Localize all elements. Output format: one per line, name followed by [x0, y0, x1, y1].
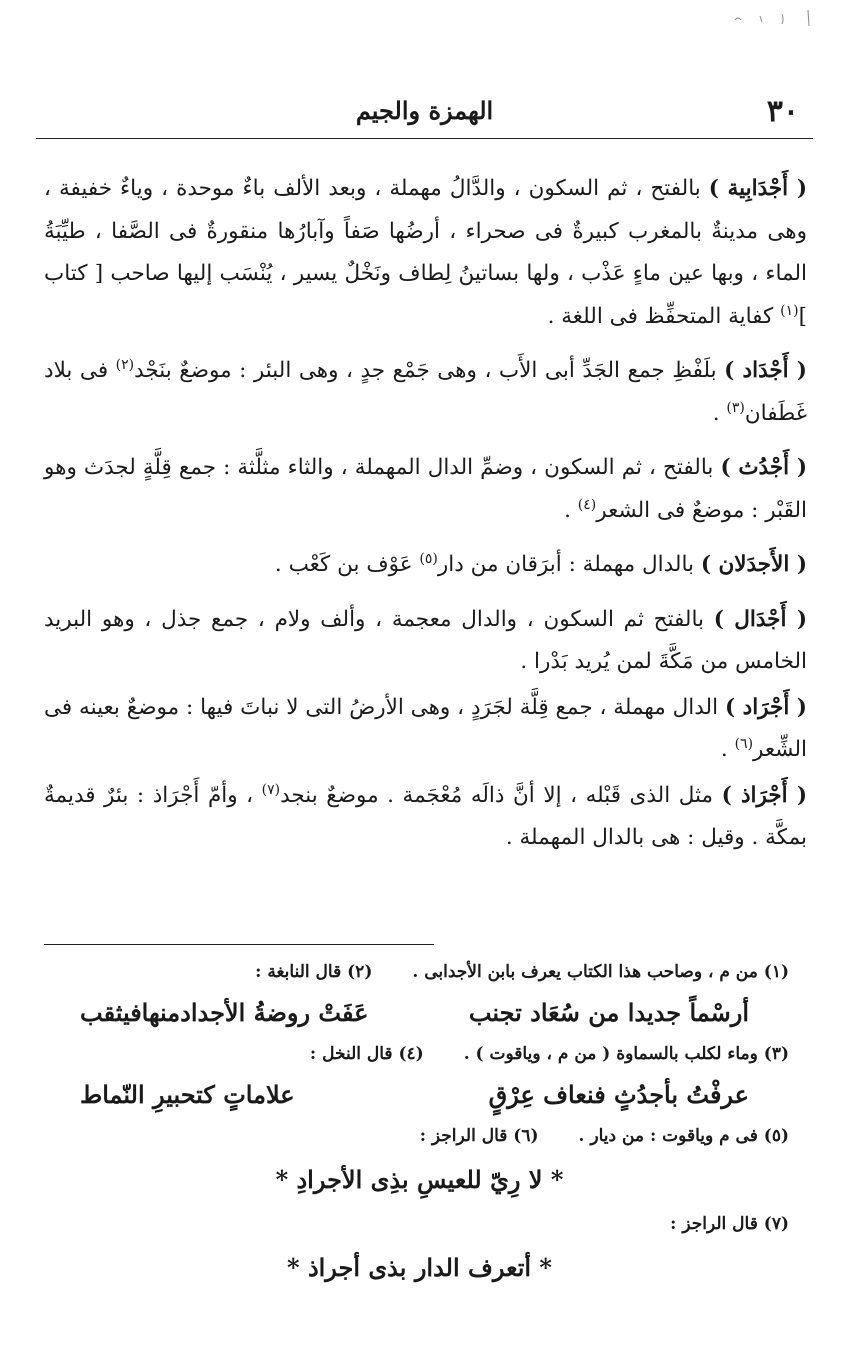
entry-ajduth	[44, 447, 807, 532]
entry-text-tail: فى بلاد غَطَفان	[44, 358, 807, 426]
entry-headword: ( أَجْرَاذ )	[721, 782, 807, 808]
footnote-ref: (٤)	[577, 496, 597, 513]
footnote-ref: (٣)	[726, 399, 745, 416]
footnotes	[50, 956, 789, 1296]
footnote-ref: (١)	[780, 302, 799, 319]
footnote-5: (٥) فى م وياقوت : من ديار .	[578, 1126, 789, 1146]
entry-text: بالفتح ثم السكون ، والدال معجمة ، وألف ولام ، جمع جذل ، وهو البريد الخامس من مَكَّةَ لمن يُريد بَدْرا .	[44, 606, 807, 674]
page-number: ٣٠	[766, 94, 799, 129]
entry-ajdhal	[44, 599, 807, 684]
footnote-2: (٢) قال النابغة :	[255, 962, 373, 982]
entry-text-tail: ، وأمّ أَجْرَاذ : بئرٌ قديمةٌ بمكَّة . وقيل : هى بالدال المهملة .	[44, 782, 807, 850]
entry-headword: ( الأَجدَلان )	[700, 552, 807, 577]
verse-hemistich-1: عرفْتُ بأجدُثٍ فنعاف عِرْقٍ	[488, 1080, 749, 1109]
verse-nabigha	[50, 988, 789, 1038]
entry-ajdad	[44, 350, 807, 435]
entry-headword: ( أَجْدُث )	[720, 455, 807, 480]
entry-ajradh	[44, 775, 807, 860]
entry-headword: ( أَجْدَاد )	[724, 358, 807, 383]
footnote-6: (٦) قال الراجز :	[419, 1126, 539, 1146]
verse-hemistich-2: عَفَتْ روضةُ الأجدادمنهافيثقب	[80, 998, 369, 1027]
entry-text: بالدال مهملة : أبرَقان من دار	[437, 552, 701, 577]
entry-text: بالفتح ، ثم السكون ، والدَّالُ مهملة ، وبعد الألف باءٌ موحدة ، وياءٌ خفيفة ، وهى مدينةٌ بالمغرب كبيرةٌ فى صحراء ، أرضُها صَفاً وآبارُها منقورةٌ فى الصَّفا ، طيِّبَةُ الماء ، وبها عين ماءٍ عَذْب ، ولها بساتينُ لِطاف ونَخْلٌ يسير ، يُنْسَب إليها صاحب [ كتاب ]	[44, 176, 807, 329]
entry-al-ajdalan	[44, 544, 807, 587]
footnote-line-3-4	[50, 1038, 789, 1070]
entry-text: بالفتح ، ثم السكون ، وضمِّ الدال المهملة ، والثاء مثلَّثة : جمع قِلَّةٍ لجدَث وهو القَبْر : موضعٌ فى الشعر	[44, 455, 807, 523]
footnote-ref: (٥)	[419, 550, 438, 567]
page-header	[36, 88, 813, 139]
verse-hemistich-2: علاماتٍ كتحبيرِ النّماط	[80, 1080, 295, 1109]
running-title: الهمزة والجيم	[355, 96, 494, 125]
entry-text-tail: .	[712, 400, 727, 426]
footnote-separator	[44, 944, 434, 945]
footnote-1: (١) من م ، وصاحب هذا الكتاب يعرف بابن الأجدابى .	[412, 962, 789, 982]
entry-text-tail: .	[720, 737, 735, 762]
footnote-7: (٧) قال الراجز :	[670, 1214, 789, 1234]
entry-text: الدال مهملة ، جمع قِلَّة لجَرَدٍ ، وهى الأرضُ التى لا نباتَ فيها : موضعٌ بعينه فى الشِّعر	[44, 694, 807, 762]
entry-text-tail: .	[564, 497, 578, 523]
entry-headword: ( أَجْدَابِية )	[708, 176, 807, 201]
margin-scribble	[730, 6, 820, 36]
footnote-ref: (٦)	[734, 735, 754, 752]
rajaz-verse-2: * أتعرف الدار بذى أجراذ *	[287, 1253, 552, 1282]
footnote-4: (٤) قال النخل :	[309, 1044, 424, 1064]
entry-headword: ( أَجْدَال )	[713, 606, 807, 632]
verse-nakhl	[50, 1070, 789, 1120]
entry-ajdabiya	[44, 168, 807, 338]
entry-text-tail: عَوْف بن كَعْب .	[274, 552, 420, 577]
footnote-line-1-2	[50, 956, 789, 988]
entry-text: بلَفْظِ جمع الجَدِّ أبى الأَب ، وهى جَمْع جدٍ ، وهى البئر : موضعٌ بنَجْد	[134, 358, 725, 383]
rajaz-verse-1: * لا رِيّ للعيسِ بذِى الأجرادِ *	[275, 1165, 564, 1194]
entry-headword: ( أَجْرَاد )	[724, 694, 807, 720]
footnote-ref: (٢)	[115, 356, 135, 373]
footnote-line-5-6	[50, 1120, 789, 1152]
entry-text: مثل الذى قَبْله ، إلا أنَّ ذالَه مُعْجَمة . موضعٌ بنجد	[280, 782, 722, 808]
main-text	[44, 168, 807, 872]
verse-hemistich-1: أرسْماً جديدا من سُعَاد تجنب	[468, 998, 749, 1027]
entry-text-tail: كفاية المتحفِّظ فى اللغة .	[547, 303, 781, 329]
footnote-3: (٣) وماء لكلب بالسماوة ( من م ، وياقوت ) .	[463, 1044, 789, 1064]
footnote-ref: (٧)	[261, 781, 281, 798]
entry-ajrad	[44, 687, 807, 772]
